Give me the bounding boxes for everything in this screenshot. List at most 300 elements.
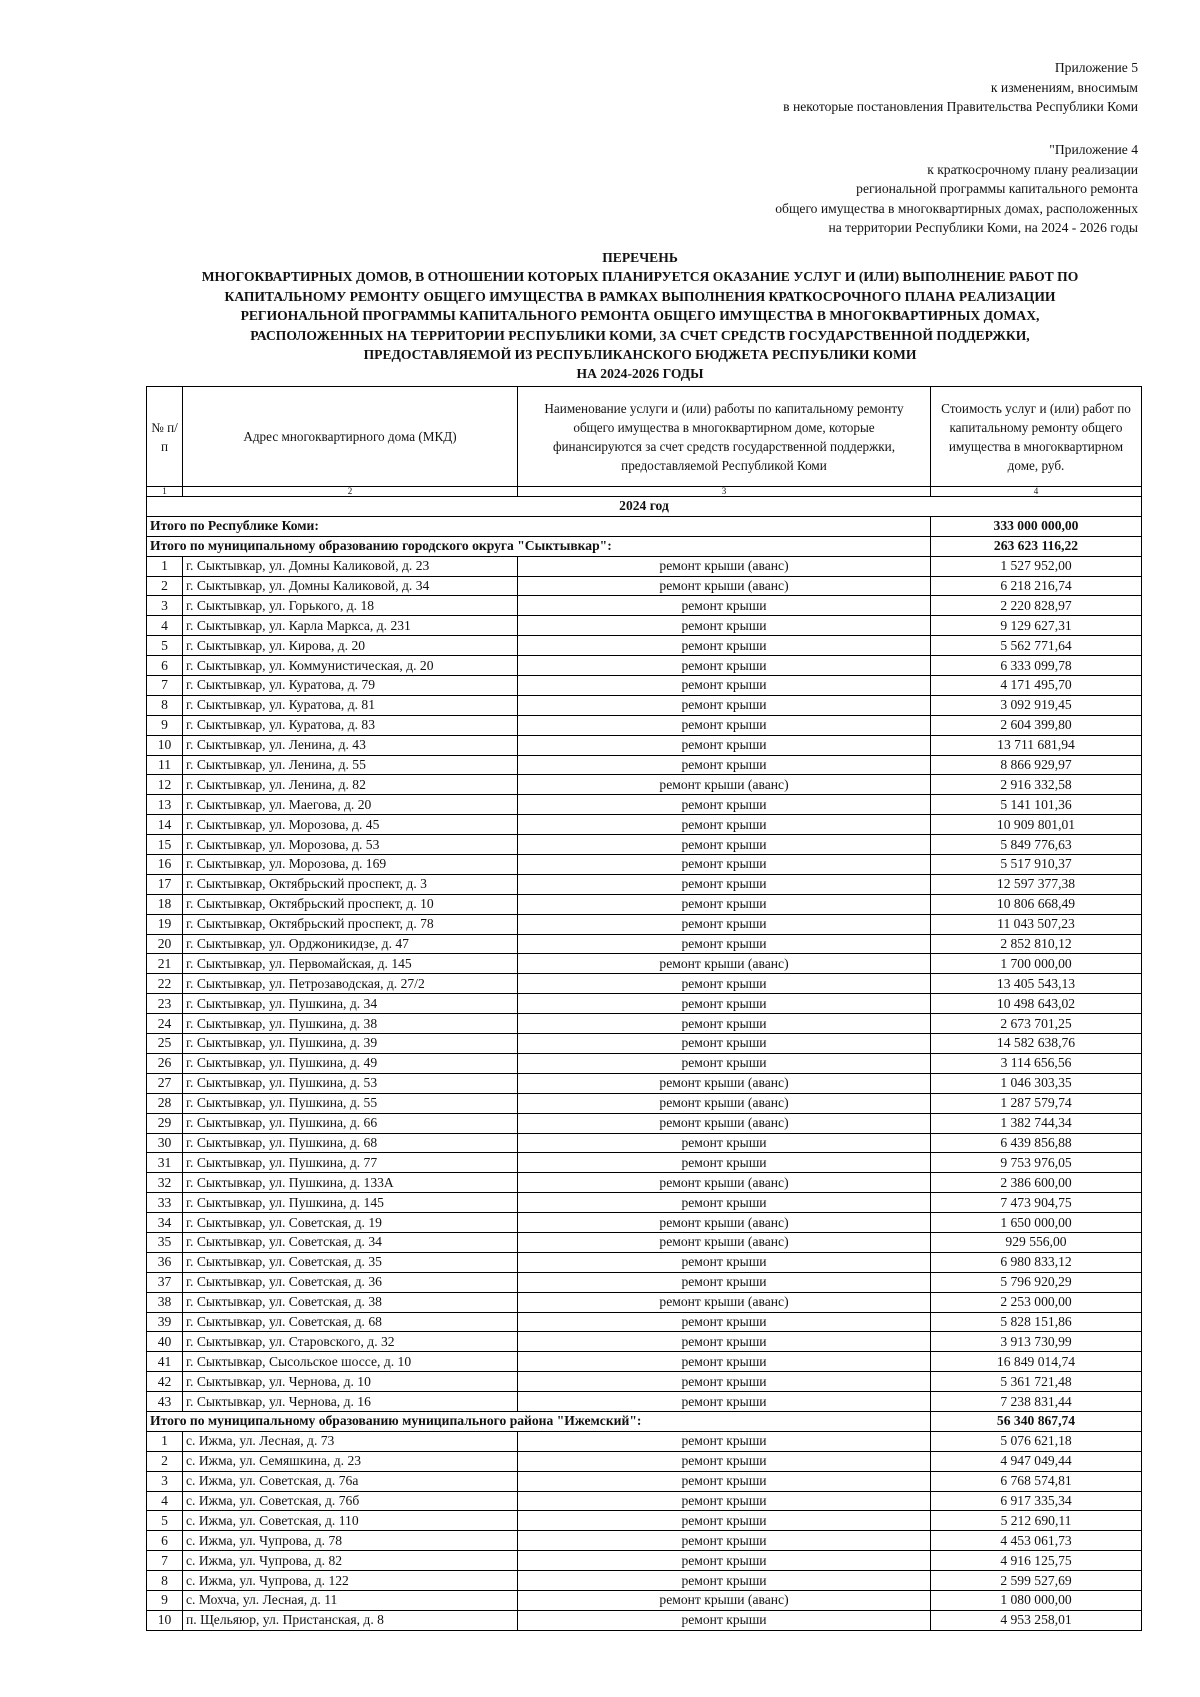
row-service: ремонт крыши — [518, 1451, 931, 1471]
row-address: г. Сыктывкар, ул. Пушкина, д. 145 — [183, 1193, 518, 1213]
row-address: г. Сыктывкар, ул. Пушкина, д. 68 — [183, 1133, 518, 1153]
row-number: 36 — [147, 1252, 183, 1272]
row-address: с. Ижма, ул. Советская, д. 76а — [183, 1471, 518, 1491]
row-number: 41 — [147, 1352, 183, 1372]
row-cost: 9 129 627,31 — [931, 616, 1142, 636]
row-service: ремонт крыши — [518, 596, 931, 616]
row-cost: 4 916 125,75 — [931, 1551, 1142, 1571]
row-number: 27 — [147, 1073, 183, 1093]
row-cost: 1 650 000,00 — [931, 1213, 1142, 1233]
row-service: ремонт крыши — [518, 855, 931, 875]
row-service: ремонт крыши — [518, 1133, 931, 1153]
table-row — [147, 1372, 1142, 1392]
row-number: 35 — [147, 1232, 183, 1252]
table-row — [147, 576, 1142, 596]
row-address: г. Сыктывкар, ул. Советская, д. 36 — [183, 1272, 518, 1292]
row-number: 21 — [147, 954, 183, 974]
row-cost: 13 405 543,13 — [931, 974, 1142, 994]
row-cost: 2 599 527,69 — [931, 1571, 1142, 1591]
row-address: п. Щельяюр, ул. Пристанская, д. 8 — [183, 1610, 518, 1630]
title-line: МНОГОКВАРТИРНЫХ ДОМОВ, В ОТНОШЕНИИ КОТОРЫХ ПЛАНИРУЕТСЯ ОКАЗАНИЕ УСЛУГ И (ИЛИ) ВЫПОЛНЕНИЕ РАБОТ ПО — [201, 269, 1079, 285]
row-cost: 2 386 600,00 — [931, 1173, 1142, 1193]
row-cost: 5 361 721,48 — [931, 1372, 1142, 1392]
row-service: ремонт крыши — [518, 914, 931, 934]
row-address: г. Сыктывкар, ул. Петрозаводская, д. 27/2 — [183, 974, 518, 994]
row-cost: 8 866 929,97 — [931, 755, 1142, 775]
row-address: с. Ижма, ул. Чупрова, д. 82 — [183, 1551, 518, 1571]
row-address: г. Сыктывкар, ул. Горького, д. 18 — [183, 596, 518, 616]
group-total-row — [147, 536, 1142, 556]
row-number: 11 — [147, 755, 183, 775]
title-line: КАПИТАЛЬНОМУ РЕМОНТУ ОБЩЕГО ИМУЩЕСТВА В РАМКАХ ВЫПОЛНЕНИЯ КРАТКОСРОЧНОГО ПЛАНА РЕАЛИЗАЦИИ — [224, 288, 1056, 304]
row-number: 40 — [147, 1332, 183, 1352]
row-address: г. Сыктывкар, ул. Маегова, д. 20 — [183, 795, 518, 815]
table-row — [147, 934, 1142, 954]
row-cost: 2 673 701,25 — [931, 1014, 1142, 1034]
row-service: ремонт крыши (аванс) — [518, 1073, 931, 1093]
row-cost: 6 768 574,81 — [931, 1471, 1142, 1491]
row-service: ремонт крыши — [518, 1431, 931, 1451]
row-service: ремонт крыши — [518, 1153, 931, 1173]
row-cost: 4 947 049,44 — [931, 1451, 1142, 1471]
row-cost: 3 092 919,45 — [931, 695, 1142, 715]
table-row — [147, 1590, 1142, 1610]
row-address: г. Сыктывкар, ул. Карла Маркса, д. 231 — [183, 616, 518, 636]
row-cost: 7 238 831,44 — [931, 1392, 1142, 1412]
table-row — [147, 1014, 1142, 1034]
row-cost: 5 562 771,64 — [931, 636, 1142, 656]
row-address: г. Сыктывкар, ул. Пушкина, д. 133А — [183, 1173, 518, 1193]
row-address: г. Сыктывкар, ул. Советская, д. 68 — [183, 1312, 518, 1332]
row-address: с. Ижма, ул. Советская, д. 76б — [183, 1491, 518, 1511]
row-number: 12 — [147, 775, 183, 795]
row-address: г. Сыктывкар, ул. Советская, д. 34 — [183, 1232, 518, 1252]
table-row — [147, 735, 1142, 755]
table-row — [147, 974, 1142, 994]
row-service: ремонт крыши — [518, 795, 931, 815]
row-service: ремонт крыши — [518, 815, 931, 835]
table-row — [147, 1511, 1142, 1531]
row-cost: 6 218 216,74 — [931, 576, 1142, 596]
table-row — [147, 1073, 1142, 1093]
table-row — [147, 1352, 1142, 1372]
row-service: ремонт крыши — [518, 1034, 931, 1054]
table-row — [147, 1252, 1142, 1272]
row-service: ремонт крыши — [518, 755, 931, 775]
row-service: ремонт крыши — [518, 874, 931, 894]
column-index: 3 — [518, 487, 931, 497]
houses-table — [146, 386, 1142, 1631]
row-number: 3 — [147, 1471, 183, 1491]
row-address: г. Сыктывкар, ул. Куратова, д. 83 — [183, 715, 518, 735]
row-service: ремонт крыши — [518, 715, 931, 735]
row-address: г. Сыктывкар, ул. Морозова, д. 53 — [183, 835, 518, 855]
row-address: г. Сыктывкар, ул. Ленина, д. 55 — [183, 755, 518, 775]
row-number: 9 — [147, 715, 183, 735]
total-republic-label: Итого по Республике Коми: — [147, 516, 931, 536]
row-service: ремонт крыши (аванс) — [518, 556, 931, 576]
table-row — [147, 1610, 1142, 1630]
row-number: 34 — [147, 1213, 183, 1233]
row-address: г. Сыктывкар, Октябрьский проспект, д. 10 — [183, 894, 518, 914]
row-cost: 6 333 099,78 — [931, 656, 1142, 676]
row-number: 17 — [147, 874, 183, 894]
table-row — [147, 1292, 1142, 1312]
row-cost: 1 382 744,34 — [931, 1113, 1142, 1133]
row-service: ремонт крыши (аванс) — [518, 954, 931, 974]
row-number: 32 — [147, 1173, 183, 1193]
table-row — [147, 815, 1142, 835]
table-row — [147, 1392, 1142, 1412]
table-row — [147, 994, 1142, 1014]
row-service: ремонт крыши — [518, 934, 931, 954]
row-address: г. Сыктывкар, ул. Пушкина, д. 34 — [183, 994, 518, 1014]
table-row — [147, 795, 1142, 815]
table-row — [147, 1312, 1142, 1332]
table-row — [147, 874, 1142, 894]
table-row — [147, 676, 1142, 696]
table-row — [147, 1173, 1142, 1193]
document-title — [140, 248, 1140, 384]
row-number: 26 — [147, 1053, 183, 1073]
table-header-row — [147, 387, 1142, 487]
row-number: 6 — [147, 656, 183, 676]
row-address: с. Ижма, ул. Лесная, д. 73 — [183, 1431, 518, 1451]
header-num: № п/п — [147, 387, 183, 487]
row-cost: 6 439 856,88 — [931, 1133, 1142, 1153]
row-service: ремонт крыши — [518, 1272, 931, 1292]
row-address: г. Сыктывкар, Октябрьский проспект, д. 78 — [183, 914, 518, 934]
row-number: 5 — [147, 1511, 183, 1531]
row-address: г. Сыктывкар, ул. Орджоникидзе, д. 47 — [183, 934, 518, 954]
row-address: г. Сыктывкар, Сысольское шоссе, д. 10 — [183, 1352, 518, 1372]
row-number: 4 — [147, 616, 183, 636]
row-address: г. Сыктывкар, ул. Пушкина, д. 53 — [183, 1073, 518, 1093]
row-cost: 3 114 656,56 — [931, 1053, 1142, 1073]
row-cost: 1 700 000,00 — [931, 954, 1142, 974]
row-cost: 10 806 668,49 — [931, 894, 1142, 914]
row-cost: 2 253 000,00 — [931, 1292, 1142, 1312]
row-address: г. Сыктывкар, ул. Чернова, д. 16 — [183, 1392, 518, 1412]
row-cost: 1 287 579,74 — [931, 1093, 1142, 1113]
table-row — [147, 835, 1142, 855]
table-row — [147, 1093, 1142, 1113]
header-cost: Стоимость услуг и (или) работ по капитальному ремонту общего имущества в многоквартирном доме, руб. — [931, 387, 1142, 487]
row-cost: 14 582 638,76 — [931, 1034, 1142, 1054]
row-number: 4 — [147, 1491, 183, 1511]
table-row — [147, 775, 1142, 795]
row-cost: 3 913 730,99 — [931, 1332, 1142, 1352]
table-row — [147, 954, 1142, 974]
row-number: 10 — [147, 1610, 183, 1630]
column-index-row — [147, 487, 1142, 497]
row-cost: 2 916 332,58 — [931, 775, 1142, 795]
row-address: с. Ижма, ул. Чупрова, д. 122 — [183, 1571, 518, 1591]
row-number: 7 — [147, 676, 183, 696]
row-service: ремонт крыши — [518, 695, 931, 715]
table-row — [147, 1232, 1142, 1252]
row-service: ремонт крыши — [518, 894, 931, 914]
row-number: 8 — [147, 695, 183, 715]
table-row — [147, 1471, 1142, 1491]
row-cost: 4 171 495,70 — [931, 676, 1142, 696]
row-service: ремонт крыши — [518, 1471, 931, 1491]
row-cost: 13 711 681,94 — [931, 735, 1142, 755]
title-line: РЕГИОНАЛЬНОЙ ПРОГРАММЫ КАПИТАЛЬНОГО РЕМОНТА ОБЩЕГО ИМУЩЕСТВА В МНОГОКВАРТИРНЫХ ДОМАХ, — [240, 308, 1040, 324]
row-cost: 10 498 643,02 — [931, 994, 1142, 1014]
row-service: ремонт крыши — [518, 1332, 931, 1352]
table-row — [147, 656, 1142, 676]
title-line: НА 2024-2026 ГОДЫ — [576, 366, 704, 382]
table-row — [147, 695, 1142, 715]
table-row — [147, 715, 1142, 735]
table-row — [147, 1431, 1142, 1451]
row-service: ремонт крыши — [518, 1352, 931, 1372]
column-index: 4 — [931, 487, 1142, 497]
row-service: ремонт крыши — [518, 1312, 931, 1332]
row-service: ремонт крыши (аванс) — [518, 775, 931, 795]
row-service: ремонт крыши — [518, 1531, 931, 1551]
row-address: г. Сыктывкар, ул. Куратова, д. 79 — [183, 676, 518, 696]
row-service: ремонт крыши — [518, 1610, 931, 1630]
row-service: ремонт крыши — [518, 1511, 931, 1531]
row-cost: 5 828 151,86 — [931, 1312, 1142, 1332]
row-address: г. Сыктывкар, ул. Пушкина, д. 49 — [183, 1053, 518, 1073]
row-number: 33 — [147, 1193, 183, 1213]
row-cost: 5 076 621,18 — [931, 1431, 1142, 1451]
row-number: 8 — [147, 1571, 183, 1591]
row-service: ремонт крыши (аванс) — [518, 1173, 931, 1193]
group-total-value: 263 623 116,22 — [931, 536, 1142, 556]
row-number: 7 — [147, 1551, 183, 1571]
appendix-4-line: общего имущества в многоквартирных домах, расположенных — [775, 200, 1138, 216]
table-row — [147, 1531, 1142, 1551]
row-number: 5 — [147, 636, 183, 656]
row-address: г. Сыктывкар, ул. Советская, д. 19 — [183, 1213, 518, 1233]
row-number: 28 — [147, 1093, 183, 1113]
row-address: с. Мохча, ул. Лесная, д. 11 — [183, 1590, 518, 1610]
row-address: г. Сыктывкар, ул. Ленина, д. 82 — [183, 775, 518, 795]
header-address: Адрес многоквартирного дома (МКД) — [183, 387, 518, 487]
total-republic-row — [147, 516, 1142, 536]
row-service: ремонт крыши — [518, 1372, 931, 1392]
row-cost: 6 980 833,12 — [931, 1252, 1142, 1272]
row-number: 43 — [147, 1392, 183, 1412]
row-number: 2 — [147, 1451, 183, 1471]
row-cost: 12 597 377,38 — [931, 874, 1142, 894]
table-row — [147, 1551, 1142, 1571]
row-service: ремонт крыши — [518, 676, 931, 696]
row-number: 6 — [147, 1531, 183, 1551]
row-address: с. Ижма, ул. Семяшкина, д. 23 — [183, 1451, 518, 1471]
row-number: 14 — [147, 815, 183, 835]
row-service: ремонт крыши (аванс) — [518, 1232, 931, 1252]
row-address: г. Сыктывкар, ул. Пушкина, д. 38 — [183, 1014, 518, 1034]
table-row — [147, 596, 1142, 616]
row-address: г. Сыктывкар, ул. Пушкина, д. 39 — [183, 1034, 518, 1054]
table-row — [147, 855, 1142, 875]
row-service: ремонт крыши — [518, 656, 931, 676]
appendix-4-line: на территории Республики Коми, на 2024 - 2026 годы — [828, 220, 1138, 236]
group-total-row — [147, 1411, 1142, 1431]
row-number: 1 — [147, 1431, 183, 1451]
row-address: г. Сыктывкар, ул. Первомайская, д. 145 — [183, 954, 518, 974]
row-number: 23 — [147, 994, 183, 1014]
row-address: с. Ижма, ул. Чупрова, д. 78 — [183, 1531, 518, 1551]
row-service: ремонт крыши — [518, 1491, 931, 1511]
row-address: г. Сыктывкар, ул. Советская, д. 35 — [183, 1252, 518, 1272]
row-address: г. Сыктывкар, ул. Домны Каликовой, д. 23 — [183, 556, 518, 576]
title-line: ПРЕДОСТАВЛЯЕМОЙ ИЗ РЕСПУБЛИКАНСКОГО БЮДЖЕТА РЕСПУБЛИКИ КОМИ — [363, 347, 917, 363]
group-total-label: Итого по муниципальному образованию городского округа "Сыктывкар": — [147, 536, 931, 556]
row-cost: 7 473 904,75 — [931, 1193, 1142, 1213]
table-row — [147, 1451, 1142, 1471]
row-service: ремонт крыши — [518, 1014, 931, 1034]
row-cost: 5 141 101,36 — [931, 795, 1142, 815]
year-row — [147, 497, 1142, 517]
row-service: ремонт крыши (аванс) — [518, 1093, 931, 1113]
row-number: 13 — [147, 795, 183, 815]
row-address: г. Сыктывкар, ул. Кирова, д. 20 — [183, 636, 518, 656]
table-body — [147, 497, 1142, 1631]
appendix-5-line: в некоторые постановления Правительства Республики Коми — [783, 99, 1138, 115]
row-service: ремонт крыши (аванс) — [518, 1213, 931, 1233]
row-number: 9 — [147, 1590, 183, 1610]
row-cost: 5 517 910,37 — [931, 855, 1142, 875]
row-service: ремонт крыши — [518, 994, 931, 1014]
row-cost: 1 046 303,35 — [931, 1073, 1142, 1093]
table-row — [147, 755, 1142, 775]
column-index: 1 — [147, 487, 183, 497]
row-number: 15 — [147, 835, 183, 855]
row-cost: 5 849 776,63 — [931, 835, 1142, 855]
row-number: 37 — [147, 1272, 183, 1292]
row-cost: 5 796 920,29 — [931, 1272, 1142, 1292]
row-address: г. Сыктывкар, ул. Советская, д. 38 — [183, 1292, 518, 1312]
title-line: ПЕРЕЧЕНЬ — [602, 250, 678, 265]
row-number: 18 — [147, 894, 183, 914]
row-number: 2 — [147, 576, 183, 596]
row-cost: 5 212 690,11 — [931, 1511, 1142, 1531]
appendix-4-line: "Приложение 4 — [1049, 142, 1138, 157]
row-number: 3 — [147, 596, 183, 616]
row-service: ремонт крыши (аванс) — [518, 1590, 931, 1610]
table-row — [147, 556, 1142, 576]
table-row — [147, 894, 1142, 914]
row-service: ремонт крыши — [518, 835, 931, 855]
table-row — [147, 1133, 1142, 1153]
row-service: ремонт крыши — [518, 1551, 931, 1571]
appendix-4-header — [775, 140, 1138, 238]
row-number: 10 — [147, 735, 183, 755]
row-service: ремонт крыши (аванс) — [518, 1292, 931, 1312]
row-address: г. Сыктывкар, ул. Пушкина, д. 55 — [183, 1093, 518, 1113]
group-total-value: 56 340 867,74 — [931, 1411, 1142, 1431]
row-number: 25 — [147, 1034, 183, 1054]
row-cost: 2 220 828,97 — [931, 596, 1142, 616]
row-service: ремонт крыши — [518, 735, 931, 755]
row-address: г. Сыктывкар, ул. Ленина, д. 43 — [183, 735, 518, 755]
row-cost: 1 527 952,00 — [931, 556, 1142, 576]
appendix-4-line: региональной программы капитального ремонта — [856, 181, 1138, 197]
row-number: 22 — [147, 974, 183, 994]
row-cost: 1 080 000,00 — [931, 1590, 1142, 1610]
appendix-5-header — [783, 58, 1138, 117]
row-cost: 6 917 335,34 — [931, 1491, 1142, 1511]
table-row — [147, 1272, 1142, 1292]
row-cost: 2 604 399,80 — [931, 715, 1142, 735]
row-number: 29 — [147, 1113, 183, 1133]
row-address: г. Сыктывкар, ул. Морозова, д. 169 — [183, 855, 518, 875]
total-republic-value: 333 000 000,00 — [931, 516, 1142, 536]
row-address: г. Сыктывкар, ул. Домны Каликовой, д. 34 — [183, 576, 518, 596]
row-service: ремонт крыши — [518, 1193, 931, 1213]
row-address: г. Сыктывкар, ул. Пушкина, д. 66 — [183, 1113, 518, 1133]
table-row — [147, 1053, 1142, 1073]
row-cost: 10 909 801,01 — [931, 815, 1142, 835]
row-number: 19 — [147, 914, 183, 934]
row-cost: 2 852 810,12 — [931, 934, 1142, 954]
year-label: 2024 год — [147, 497, 1142, 517]
row-service: ремонт крыши — [518, 616, 931, 636]
row-service: ремонт крыши — [518, 1571, 931, 1591]
row-service: ремонт крыши (аванс) — [518, 1113, 931, 1133]
row-cost: 11 043 507,23 — [931, 914, 1142, 934]
appendix-5-line: к изменениям, вносимым — [990, 79, 1138, 95]
row-number: 31 — [147, 1153, 183, 1173]
table-row — [147, 636, 1142, 656]
row-cost: 4 953 258,01 — [931, 1610, 1142, 1630]
header-service: Наименование услуги и (или) работы по капитальному ремонту общего имущества в многоквартирном доме, которые финансируются за счет средств государственной поддержки, предоставляемой Республикой Коми — [518, 387, 931, 487]
appendix-5-line: Приложение 5 — [1054, 60, 1138, 75]
table-row — [147, 914, 1142, 934]
row-service: ремонт крыши — [518, 1252, 931, 1272]
row-address: г. Сыктывкар, ул. Чернова, д. 10 — [183, 1372, 518, 1392]
row-address: г. Сыктывкар, ул. Пушкина, д. 77 — [183, 1153, 518, 1173]
row-number: 38 — [147, 1292, 183, 1312]
row-address: г. Сыктывкар, ул. Куратова, д. 81 — [183, 695, 518, 715]
table-row — [147, 1034, 1142, 1054]
table-row — [147, 616, 1142, 636]
table-row — [147, 1113, 1142, 1133]
row-number: 16 — [147, 855, 183, 875]
row-service: ремонт крыши — [518, 1053, 931, 1073]
table-row — [147, 1193, 1142, 1213]
row-address: с. Ижма, ул. Советская, д. 110 — [183, 1511, 518, 1531]
row-cost: 9 753 976,05 — [931, 1153, 1142, 1173]
table-row — [147, 1571, 1142, 1591]
row-address: г. Сыктывкар, ул. Коммунистическая, д. 20 — [183, 656, 518, 676]
row-service: ремонт крыши — [518, 974, 931, 994]
column-index: 2 — [183, 487, 518, 497]
row-number: 42 — [147, 1372, 183, 1392]
table-row — [147, 1491, 1142, 1511]
row-cost: 16 849 014,74 — [931, 1352, 1142, 1372]
row-address: г. Сыктывкар, Октябрьский проспект, д. 3 — [183, 874, 518, 894]
row-cost: 4 453 061,73 — [931, 1531, 1142, 1551]
group-total-label: Итого по муниципальному образованию муниципального района "Ижемский": — [147, 1411, 931, 1431]
row-number: 30 — [147, 1133, 183, 1153]
row-address: г. Сыктывкар, ул. Морозова, д. 45 — [183, 815, 518, 835]
row-service: ремонт крыши — [518, 636, 931, 656]
row-cost: 929 556,00 — [931, 1232, 1142, 1252]
row-number: 24 — [147, 1014, 183, 1034]
row-service: ремонт крыши — [518, 1392, 931, 1412]
table-row — [147, 1332, 1142, 1352]
row-address: г. Сыктывкар, ул. Старовского, д. 32 — [183, 1332, 518, 1352]
row-number: 20 — [147, 934, 183, 954]
appendix-4-line: к краткосрочному плану реализации — [927, 161, 1138, 177]
